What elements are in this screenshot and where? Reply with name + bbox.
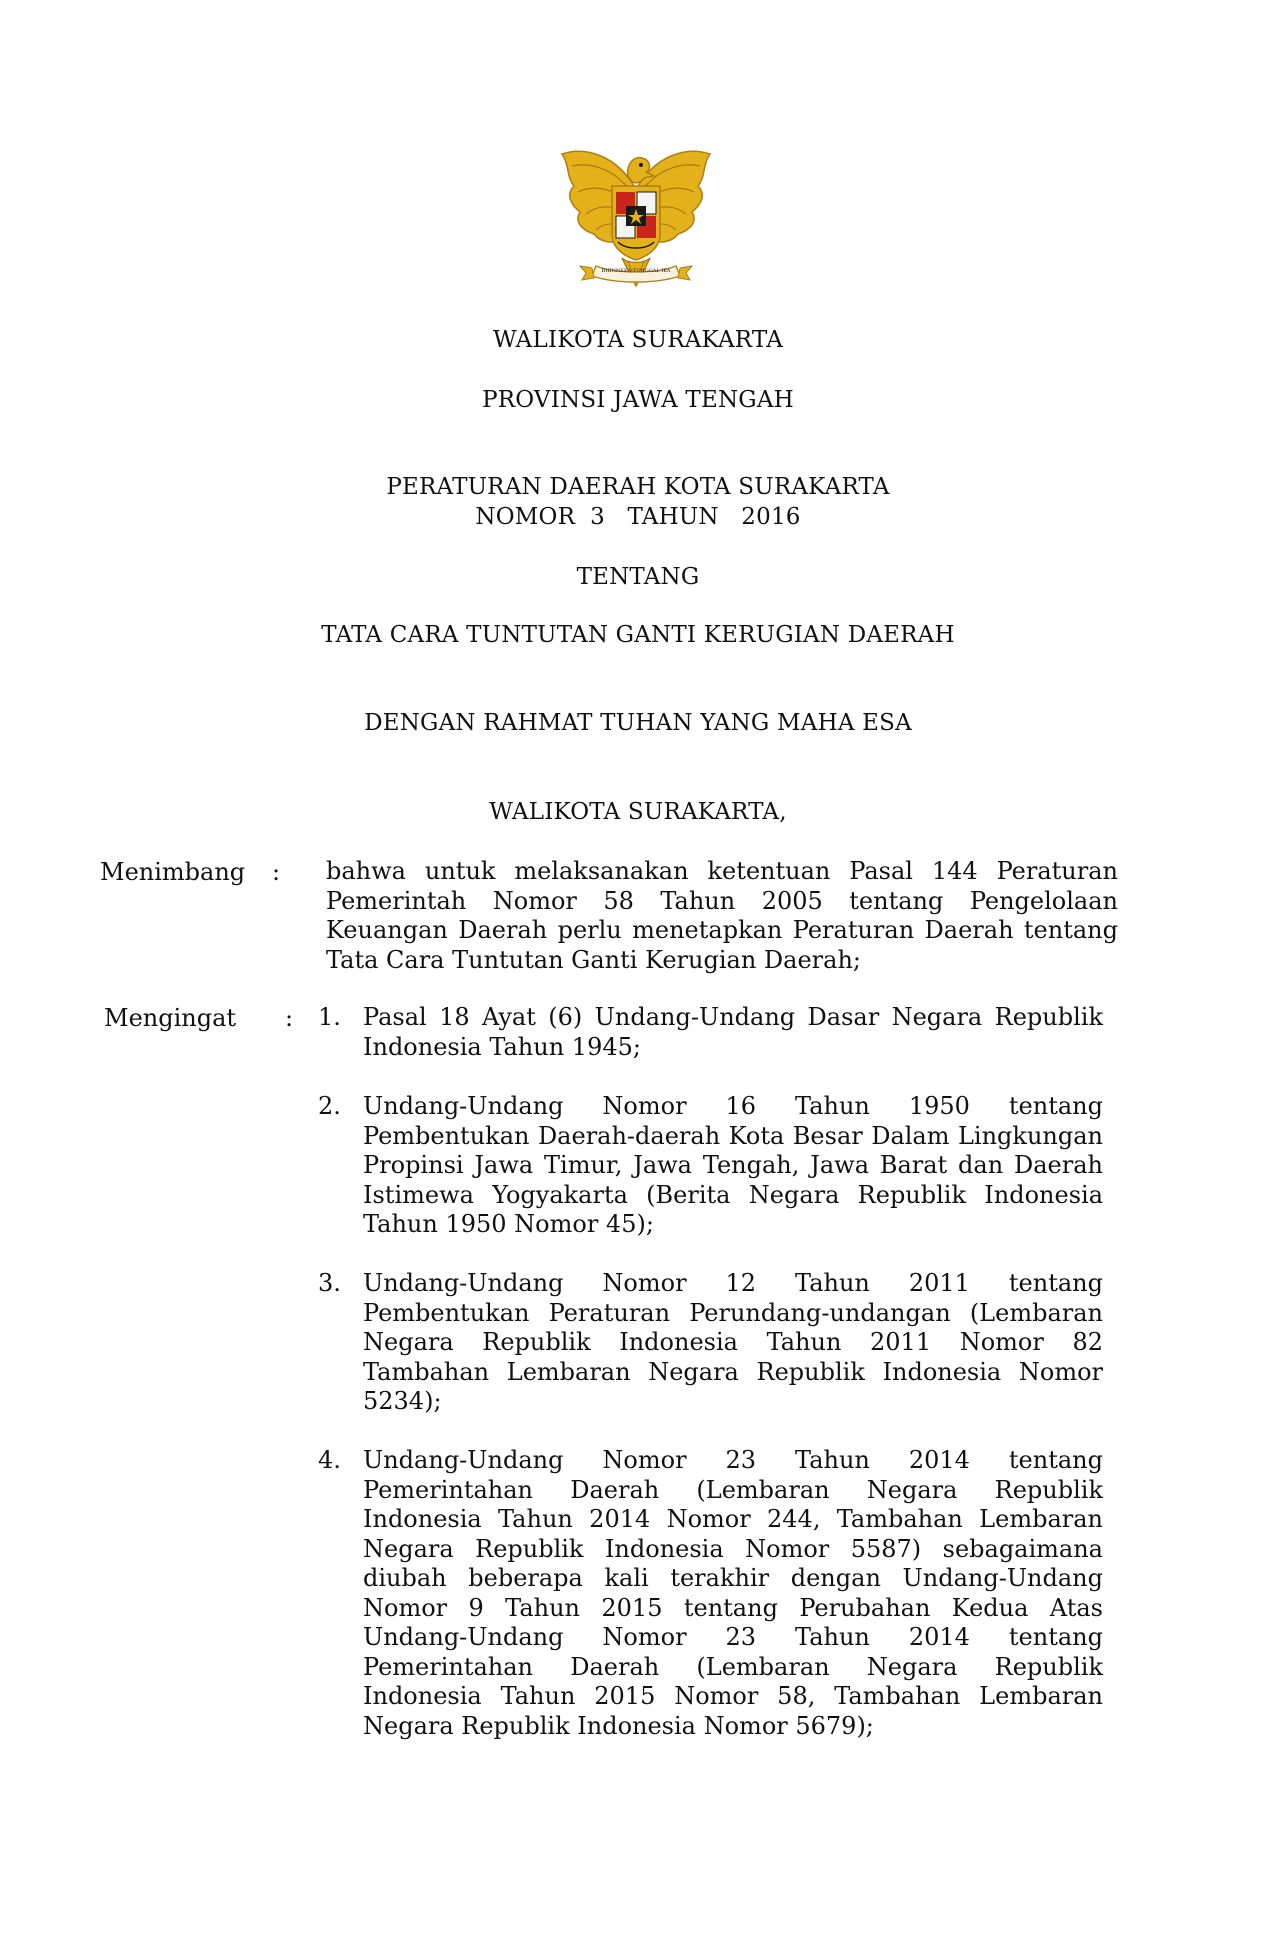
regulation-title: PERATURAN DAERAH KOTA SURAKARTA xyxy=(386,474,890,500)
about-heading: TENTANG xyxy=(576,564,700,590)
list-item-text: Undang-Undang Nomor 23 Tahun 2014 tentang Pemerintahan Daerah (Lembaran Negara Republik Indonesia Tahun 2014 Nomor 244, Tambahan Lembaran Negara Republik Indonesia Nomor 5587) sebagaimana diubah beberapa kali terakhir dengan Undang-Undang Nomor 9 Tahun 2015 tentang Perubahan Kedua Atas Undang-Undang Nomor 23 Tahun 2014 tentang Pemerintahan Daerah (Lembaran Negara Republik Indonesia Tahun 2015 Nomor 58, Tambahan Lembaran Negara Republik Indonesia Nomor 5679); xyxy=(363,1446,1103,1740)
list-item-number: 1. xyxy=(318,1003,341,1031)
list-item-number: 2. xyxy=(318,1092,341,1120)
list-item-number: 4. xyxy=(318,1446,341,1474)
issuer-title: WALIKOTA SURAKARTA xyxy=(492,327,784,353)
menimbang-label: Menimbang xyxy=(100,858,246,886)
blessing-line: DENGAN RAHMAT TUHAN YANG MAHA ESA xyxy=(364,710,912,736)
mengingat-label: Mengingat xyxy=(104,1004,237,1032)
emblem-motto: BHINNEKA TUNGGAL IKA xyxy=(601,268,671,274)
list-item-number: 3. xyxy=(318,1269,341,1297)
regulation-subject: TATA CARA TUNTUTAN GANTI KERUGIAN DAERAH xyxy=(321,622,955,648)
list-item-text: Undang-Undang Nomor 12 Tahun 2011 tentang Pembentukan Peraturan Perundang-undangan (Lembaran Negara Republik Indonesia Tahun 2011 Nomor 82 Tambahan Lembaran Negara Republik Indonesia Nomor 5234); xyxy=(363,1269,1103,1415)
menimbang-text: bahwa untuk melaksanakan ketentuan Pasal 144 Peraturan Pemerintah Nomor 58 Tahun 2005 tentang Pengelolaan Keuangan Daerah perlu menetapkan Peraturan Daerah tentang Tata Cara Tuntutan Ganti Kerugian Daerah; xyxy=(326,857,1118,974)
menimbang-colon: : xyxy=(272,858,281,886)
mengingat-colon: : xyxy=(285,1004,294,1032)
list-item-text: Pasal 18 Ayat (6) Undang-Undang Dasar Negara Republik Indonesia Tahun 1945; xyxy=(363,1003,1103,1061)
province-title: PROVINSI JAWA TENGAH xyxy=(482,387,794,413)
issuer-line: WALIKOTA SURAKARTA, xyxy=(489,799,787,825)
list-item-text: Undang-Undang Nomor 16 Tahun 1950 tentang Pembentukan Daerah-daerah Kota Besar Dalam Lingkungan Propinsi Jawa Timur, Jawa Tengah, Jawa Barat dan Daerah Istimewa Yogyakarta (Berita Negara Republik Indonesia Tahun 1950 Nomor 45); xyxy=(363,1092,1103,1238)
regulation-number: NOMOR 3 TAHUN 2016 xyxy=(475,504,801,530)
